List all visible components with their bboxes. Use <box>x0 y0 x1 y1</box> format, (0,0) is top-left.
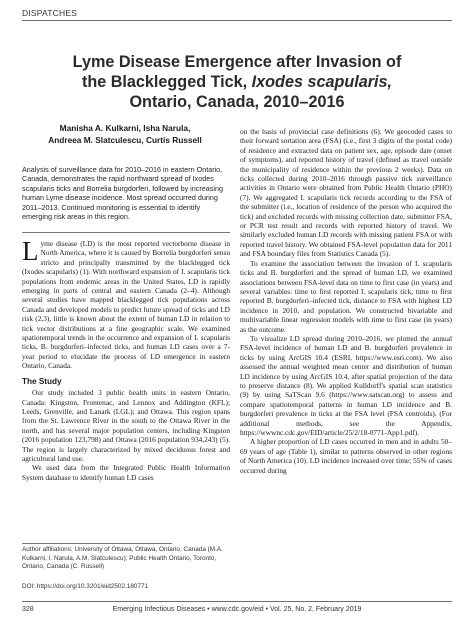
footnote-divider <box>22 543 172 544</box>
study-paragraph-2: We used data from the Integrated Public Health Information System database to identify human LD cases <box>22 463 230 482</box>
methods-paragraph-2: To examine the association between the invasion of I. scapularis ticks and B. burgdorferi and the spread of human LD, we examined associations between FSA-level data on time to first case (in years) and several variables: time to first reported I. scapularis tick, time to first reported B. burgdorferi–infected tick, distance to FSA with highest LD incidence in 2010, and population. We constructed bivariable and multivariable linear regression models with time to first case (in years) as the outcome. <box>240 258 452 334</box>
title-line-2a: the Blacklegged Tick, <box>81 73 252 91</box>
title-species-name: Ixodes scapularis, <box>251 73 393 91</box>
page-number: 328 <box>22 606 34 613</box>
header-divider <box>22 20 452 21</box>
methods-paragraph-3: To visualize LD spread during 2010–2016, we plotted the annual FSA-level incidence of human LD and B. burgdorferi prevalence in ticks by using ArcGIS 10.4 (ESRI, https://www.esri.com). We also assessed the annual weighted mean center and distribution of human LD incidence by using ArcGIS 10.4, after spatial projection of the data to preserve distance (8). We applied Kulldorff's spatial scan statistics (9) by using SaTScan 9.6 (https://www.satscan.org) to assess and compare spatiotemporal patterns in human LD incidence and B. burgdorferi prevalence in ticks at the FSA level (FSA centroids). (For additional methods, see the Appendix, https://wwwnc.cdc.gov/EID/article/25/2/18-0771-App1.pdf). <box>240 333 452 437</box>
title-line-1: Lyme Disease Emergence after Invasion of <box>72 53 402 71</box>
right-column <box>240 127 452 475</box>
section-heading-the-study: The Study <box>22 376 62 386</box>
footer-divider <box>22 601 452 602</box>
author-affiliations: Author affiliations: University of Ottawa, Ottawa, Ontario, Canada (M.A. Kulkarni, I. Narula, A.M. Slatculescu); Public Health Ontario, Toronto, Ontario, Canada (C. Russell) <box>22 546 223 571</box>
doi-link[interactable]: DOI: https://doi.org/10.3201/eid2502.180771 <box>22 583 149 590</box>
section-label: DISPATCHES <box>22 8 78 18</box>
methods-paragraph-1: on the basis of provincial case definitions (6). We geocoded cases to their forward sortation area (FSA) (i.e., first 3 digits of the postal code) of residence and extracted data on patient sex, age, episode date (onset of symptoms), and reported history of travel (defined as travel outside the municipality of residence within the previous 2 weeks). Data on ticks collected during 2010–2016 through passive tick surveillance activities in Ontario were obtained from Public Health Ontario (PHO) (7). We aggregated I. scapularis tick records according to the FSA of the submitter (i.e., location of residence of the person who acquired the tick) and excluded records with missing collection date, submitter FSA, or PCR test result and records with reported history of travel. We similarly excluded human LD records with missing patient FSA or with reported travel history. We obtained FSA-level population data for 2011 and FSA boundary files from Statistics Canada (5). <box>240 127 452 259</box>
author-line-1: Manisha A. Kulkarni, Isha Narula, <box>59 123 191 133</box>
study-paragraph-1: Our study included 3 public health units in eastern Ontario, Canada: Kingston, Frontenac, and Lennox and Addington (KFL); Leeds, Grenville, and Lanark (LGL); and Ottawa. This region spans from the St. Lawrence River in the south to the Ottawa River in the north, and has several major population centers, including Kingston (2016 population 123,798) and Ottawa (2016 population 934,243) (5). The region is largely characterized by mixed deciduous forest and agricultural land use. <box>22 388 230 463</box>
journal-citation: Emerging Infectious Diseases • www.cdc.gov/eid • Vol. 25, No. 2, February 2019 <box>112 606 362 613</box>
intro-paragraph: yme disease (LD) is the most reported vectorborne disease in North America, where it is caused by Borrelia burgdorferi sensu stricto and principally transmitted by the blacklegged tick (Ixodes scapularis) (1). With northward expansion of I. scapularis tick populations from endemic areas in the United States, LD is rapidly emerging in parts of central and eastern Canada (2–4). Although several studies have mapped blacklegged tick populations across Canada and developed models to predict future spread of ticks and LD risk (2,3), little is known about the extent of human LD in relation to tick vector distributions at a fine geographic scale. We examined spatiotemporal trends in the occurrence and expansion of I. scapularis ticks, B. burgdorferi–infected ticks, and human LD cases over a 7-year period to elucidate the process of LD emergence in eastern Ontario, Canada. <box>22 239 230 371</box>
title-line-2 <box>22 72 452 92</box>
title-line-3: Ontario, Canada, 2010–2016 <box>129 93 345 111</box>
left-column <box>22 236 230 482</box>
abstract-divider <box>22 232 230 233</box>
results-paragraph-1: A higher proportion of LD cases occurred in men and in adults 50–69 years of age (Table 1), similar to patterns observed in other regions of North America (10). LD incidence increased over time; 55% of cases occurred during <box>240 437 452 475</box>
article-title <box>22 52 452 112</box>
abstract: Analysis of surveillance data for 2010–2016 in eastern Ontario, Canada, demonstrates the rapid northward spread of Ixodes scapularis ticks and Borrelia burgdorferi, followed by increasing human Lyme disease incidence. Most spread occurred during 2011–2013. Continued monitoring is essential to identify emerging risk areas in this region. <box>22 165 223 222</box>
drop-cap: L <box>22 236 39 266</box>
author-line-2: Andreea M. Slatculescu, Curtis Russell <box>48 134 202 145</box>
author-list <box>22 123 228 146</box>
